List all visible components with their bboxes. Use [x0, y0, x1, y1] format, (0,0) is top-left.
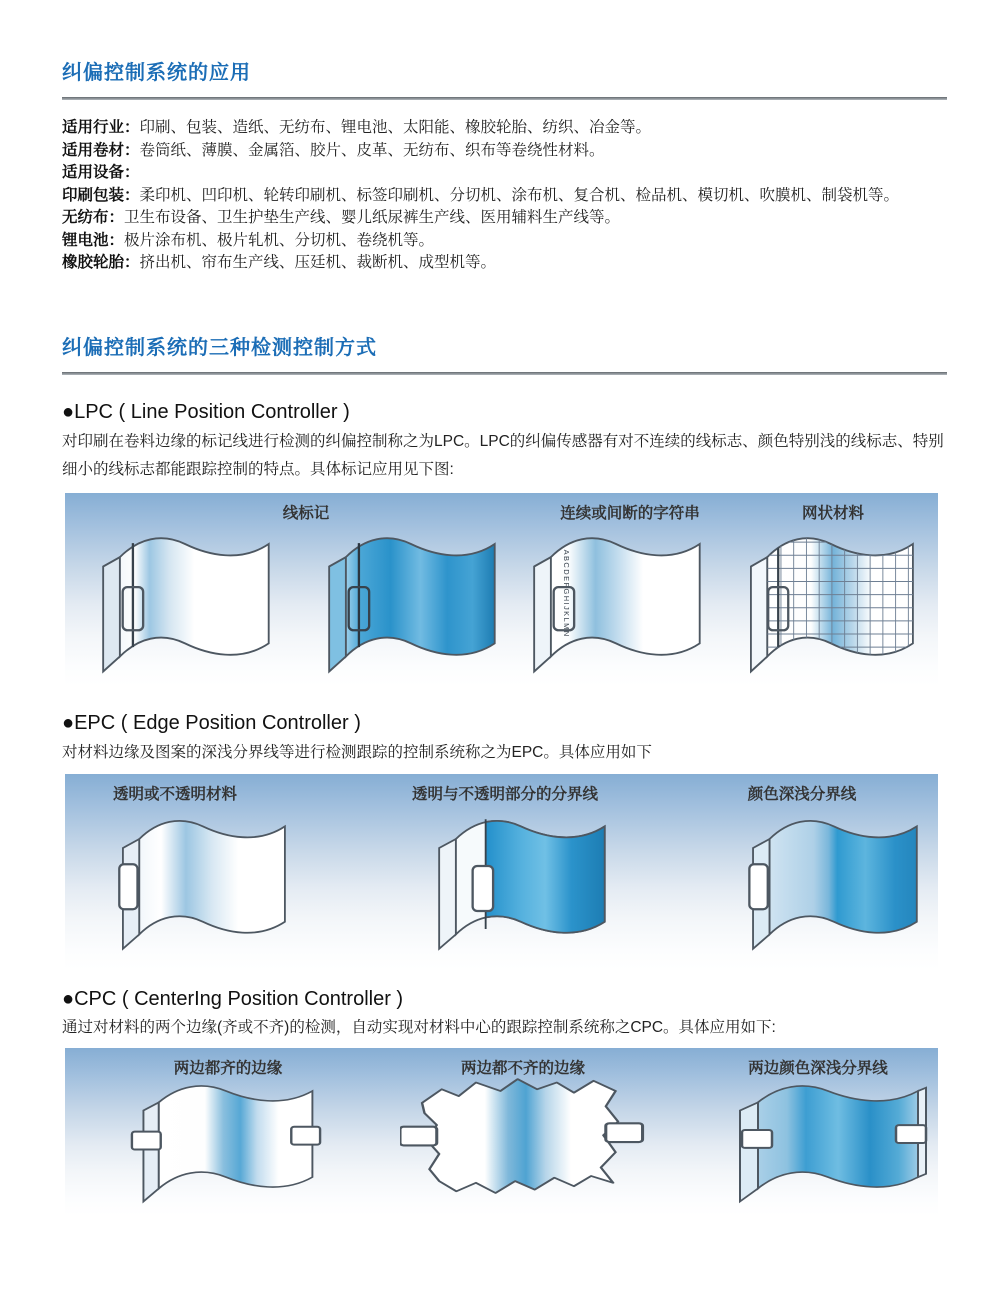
epc-figure: [65, 774, 938, 970]
row-text: 卫生布设备、卫生护垫生产线、婴儿纸尿裤生产线、医用辅料生产线等。: [124, 209, 621, 226]
figure-label: 连续或间断的字符串: [560, 504, 700, 522]
sensor-icon: [119, 864, 137, 909]
figure-label: 网状材料: [801, 504, 865, 522]
cpc-figure: [65, 1048, 938, 1216]
web-sheet-line-mark: [92, 529, 278, 679]
row-label: 无纺布：: [62, 209, 125, 226]
cpc-heading: ●CPC ( CenterIng Position Controller ): [62, 987, 404, 1010]
list-item: [62, 207, 947, 230]
web-sheet-uneven-edges: [400, 1074, 645, 1210]
sensor-icon: [473, 866, 493, 911]
sensor-icon: [749, 864, 767, 909]
sheet-flap: [103, 557, 120, 671]
list-item: [62, 162, 947, 185]
web-sheet-shade-boundary: [742, 812, 926, 956]
sensor-icon: [291, 1126, 320, 1144]
sheet-flap: [534, 557, 551, 671]
page-title: 纠偏控制系统的应用: [62, 62, 251, 84]
lpc-description: 对印刷在卷料边缘的标记线进行检测的纠偏控制称之为LPC。LPC的纠偏传感器有对不连续的线标志、颜色特别浅的线标志、特别细小的线标志都能跟踪控制的特点。具体标记应用见下图:: [62, 432, 944, 478]
web-sheet-even-edges: [130, 1078, 322, 1208]
sensor-icon: [132, 1131, 161, 1149]
figure-label: 透明或不透明材料: [112, 785, 238, 803]
sensor-icon: [400, 1126, 437, 1145]
list-item: [62, 230, 947, 253]
sheet-body: [422, 1079, 618, 1193]
figure-label: 两边都不齐的边缘: [460, 1059, 586, 1077]
figure-label: 线标记: [282, 504, 330, 522]
sensor-icon: [606, 1123, 643, 1142]
figure-label: 颜色深浅分界线: [747, 785, 857, 803]
sensor-icon: [896, 1125, 926, 1143]
application-list: [62, 117, 947, 275]
row-text: 极片涂布机、极片轧机、分切机、卷绕机等。: [124, 231, 435, 249]
row-label: 橡胶轮胎：: [62, 254, 140, 271]
sheet-flap: [740, 1102, 758, 1201]
sheet-body: [770, 820, 917, 934]
list-item: [62, 140, 947, 163]
web-sheet-edge: [112, 812, 294, 956]
row-text: 卷筒纸、薄膜、金属箔、胶片、皮革、无纺布、织布等卷绕性材料。: [139, 141, 605, 159]
lpc-heading: ●LPC ( Line Position Controller ): [62, 400, 350, 423]
figure-label: 两边颜色深浅分界线: [748, 1059, 888, 1077]
sheet-body: [758, 1085, 918, 1188]
sheet-body: [159, 1085, 313, 1188]
web-sheet-line-mark-blue: [318, 529, 504, 679]
row-label: 锂电池：: [62, 231, 125, 249]
section-title-methods: 纠偏控制系统的三种检测控制方式: [62, 336, 377, 359]
sheet-flap: [329, 557, 346, 671]
list-item: [62, 117, 947, 140]
row-label: 适用卷材：: [62, 141, 140, 159]
row-text: [140, 162, 947, 185]
row-label: 适用设备：: [62, 164, 140, 181]
row-label: 印刷包装：: [62, 186, 140, 204]
epc-heading: ●EPC ( Edge Position Controller ): [62, 711, 361, 734]
list-item: [62, 252, 947, 275]
row-label: 适用行业：: [62, 119, 140, 136]
row-text: 柔印机、凹印机、轮转印刷机、标签印刷机、分切机、涂布机、复合机、检品机、模切机、吹膜机、制袋机等。: [139, 186, 900, 204]
web-sheet-shade-boundary-center: [728, 1078, 928, 1208]
lpc-figure: [65, 493, 938, 686]
figure-label: 透明与不透明部分的分界线: [411, 785, 599, 803]
sheet-body: [139, 820, 285, 934]
list-item: [62, 185, 947, 208]
divider: [62, 372, 947, 375]
row-text: 挤出机、帘布生产线、压廷机、裁断机、成型机等。: [139, 254, 497, 271]
sensor-icon: [742, 1130, 772, 1148]
sheet-flap: [439, 839, 456, 949]
char-string-mark: ABCDEFGHIJKLMN: [561, 549, 571, 638]
figure-label: 两边都齐的边缘: [173, 1059, 283, 1077]
web-sheet-mesh: [740, 529, 922, 679]
sheet-flap: [143, 1102, 158, 1201]
sheet-flap: [751, 557, 767, 671]
web-sheet-boundary: [428, 812, 614, 956]
epc-description: 对材料边缘及图案的深浅分界线等进行检测跟踪的控制系统称之为EPC。具体应用如下: [62, 743, 652, 761]
divider: [62, 97, 947, 100]
cpc-description: 通过对材料的两个边缘(齐或不齐)的检测，自动实现对材料中心的跟踪控制系统称之CPC。具体应用如下:: [62, 1018, 776, 1036]
web-sheet-char-string: [523, 529, 709, 679]
row-text: 印刷、包装、造纸、无纺布、锂电池、太阳能、橡胶轮胎、纺织、冶金等。: [139, 119, 652, 136]
